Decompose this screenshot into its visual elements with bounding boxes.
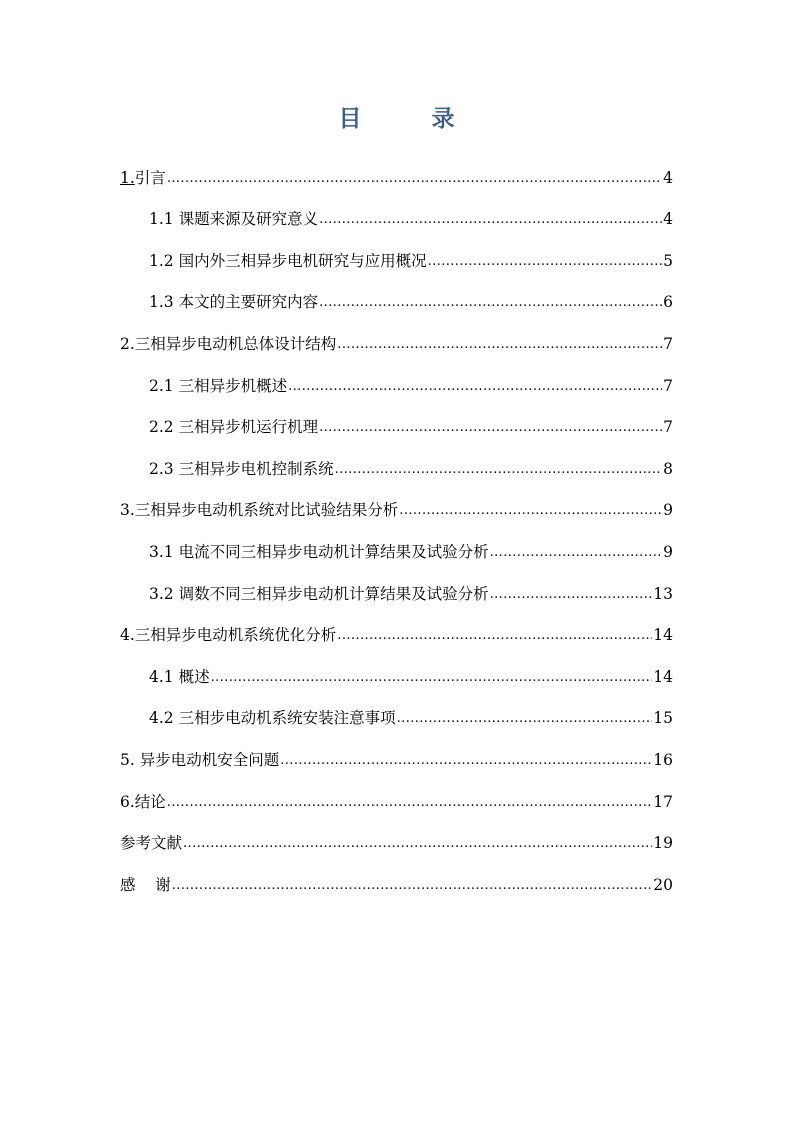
toc-leader-dots <box>280 750 652 770</box>
toc-leader-dots <box>490 584 653 604</box>
toc-page-number: 7 <box>663 418 673 437</box>
toc-leader-dots <box>399 500 662 520</box>
toc-entry[interactable] <box>120 770 673 812</box>
toc-entry[interactable] <box>120 520 673 562</box>
toc-entry[interactable] <box>120 687 673 729</box>
toc-entry[interactable] <box>120 312 673 354</box>
toc-page-number: 15 <box>653 709 673 728</box>
toc-title-char-1: 目 <box>338 105 362 132</box>
toc-page-number: 14 <box>653 626 673 645</box>
toc-entry-label: 4.2 三相步电动机系统安装注意事项 <box>149 709 396 728</box>
toc-page-number: 9 <box>663 542 673 561</box>
toc-entry-label: 3.三相异步电动机系统对比试验结果分析 <box>120 501 399 520</box>
toc-entry[interactable] <box>120 146 673 188</box>
toc-entry[interactable] <box>120 354 673 396</box>
toc-leader-dots <box>335 459 663 479</box>
toc-entry-label: 1.1 课题来源及研究意义 <box>149 210 319 229</box>
toc-leader-dots <box>319 292 662 312</box>
toc-page-number: 4 <box>663 168 673 187</box>
toc-entry-label: 4.1 概述 <box>149 667 210 686</box>
toc-page-number: 7 <box>663 334 673 353</box>
toc-leader-dots <box>211 667 653 687</box>
toc-entry[interactable] <box>120 396 673 438</box>
toc-entry-label: 2.2 三相异步机运行机理 <box>149 418 319 437</box>
toc-entry[interactable] <box>120 604 673 646</box>
toc-entry-label: 参考文献 <box>120 834 183 853</box>
toc-entry-label: 2.1 三相异步机概述 <box>149 376 288 395</box>
toc-entry-label: 5. 异步电动机安全问题 <box>120 750 280 769</box>
toc-page-number: 9 <box>663 501 673 520</box>
toc-entry-label: 感 谢 <box>120 875 171 894</box>
toc-entry-label: 4.三相异步电动机系统优化分析 <box>120 626 337 645</box>
toc-title-char-2: 录 <box>431 105 455 132</box>
toc-entry[interactable] <box>120 562 673 604</box>
toc-leader-dots <box>167 792 652 812</box>
toc-leader-dots <box>490 542 663 562</box>
toc-entry-number: 1. <box>120 168 135 187</box>
toc-page-number: 6 <box>663 293 673 312</box>
toc-entry[interactable] <box>120 271 673 313</box>
toc-entry-label <box>120 168 166 188</box>
toc-entry[interactable] <box>120 645 673 687</box>
toc-page-number: 13 <box>653 584 673 603</box>
toc-list <box>120 146 673 895</box>
toc-leader-dots <box>172 875 653 895</box>
toc-page-number: 16 <box>653 750 673 769</box>
toc-page-number: 5 <box>663 251 673 270</box>
toc-page-number: 20 <box>653 875 673 894</box>
toc-leader-dots <box>183 833 652 853</box>
toc-entry[interactable] <box>120 728 673 770</box>
toc-page-number: 7 <box>663 376 673 395</box>
toc-page-number: 19 <box>653 834 673 853</box>
toc-entry-label: 3.2 调数不同三相异步电动机计算结果及试验分析 <box>149 584 489 603</box>
toc-entry-text: 引言 <box>134 168 166 187</box>
toc-page-number: 8 <box>663 459 673 478</box>
toc-leader-dots <box>319 417 662 437</box>
toc-entry[interactable] <box>120 812 673 854</box>
toc-page-number: 4 <box>663 210 673 229</box>
toc-entry-label: 3.1 电流不同三相异步电动机计算结果及试验分析 <box>149 542 489 561</box>
toc-entry-label: 2.三相异步电动机总体设计结构 <box>120 334 337 353</box>
toc-leader-dots <box>337 625 652 645</box>
toc-leader-dots <box>337 334 662 354</box>
toc-page-number: 17 <box>653 792 673 811</box>
toc-leader-dots <box>319 209 662 229</box>
toc-entry-label: 1.3 本文的主要研究内容 <box>149 293 319 312</box>
toc-entry-label: 2.3 三相异步电机控制系统 <box>149 459 334 478</box>
toc-title <box>0 100 793 133</box>
toc-entry[interactable] <box>120 853 673 895</box>
toc-entry-label: 1.2 国内外三相异步电机研究与应用概况 <box>149 251 427 270</box>
toc-leader-dots <box>288 376 662 396</box>
toc-entry[interactable] <box>120 229 673 271</box>
toc-entry-label: 6.结论 <box>120 792 166 811</box>
toc-entry[interactable] <box>120 479 673 521</box>
toc-page-number: 14 <box>653 667 673 686</box>
toc-entry[interactable] <box>120 188 673 230</box>
toc-leader-dots <box>167 168 662 188</box>
toc-leader-dots <box>428 251 663 271</box>
toc-leader-dots <box>397 708 653 728</box>
toc-entry[interactable] <box>120 437 673 479</box>
